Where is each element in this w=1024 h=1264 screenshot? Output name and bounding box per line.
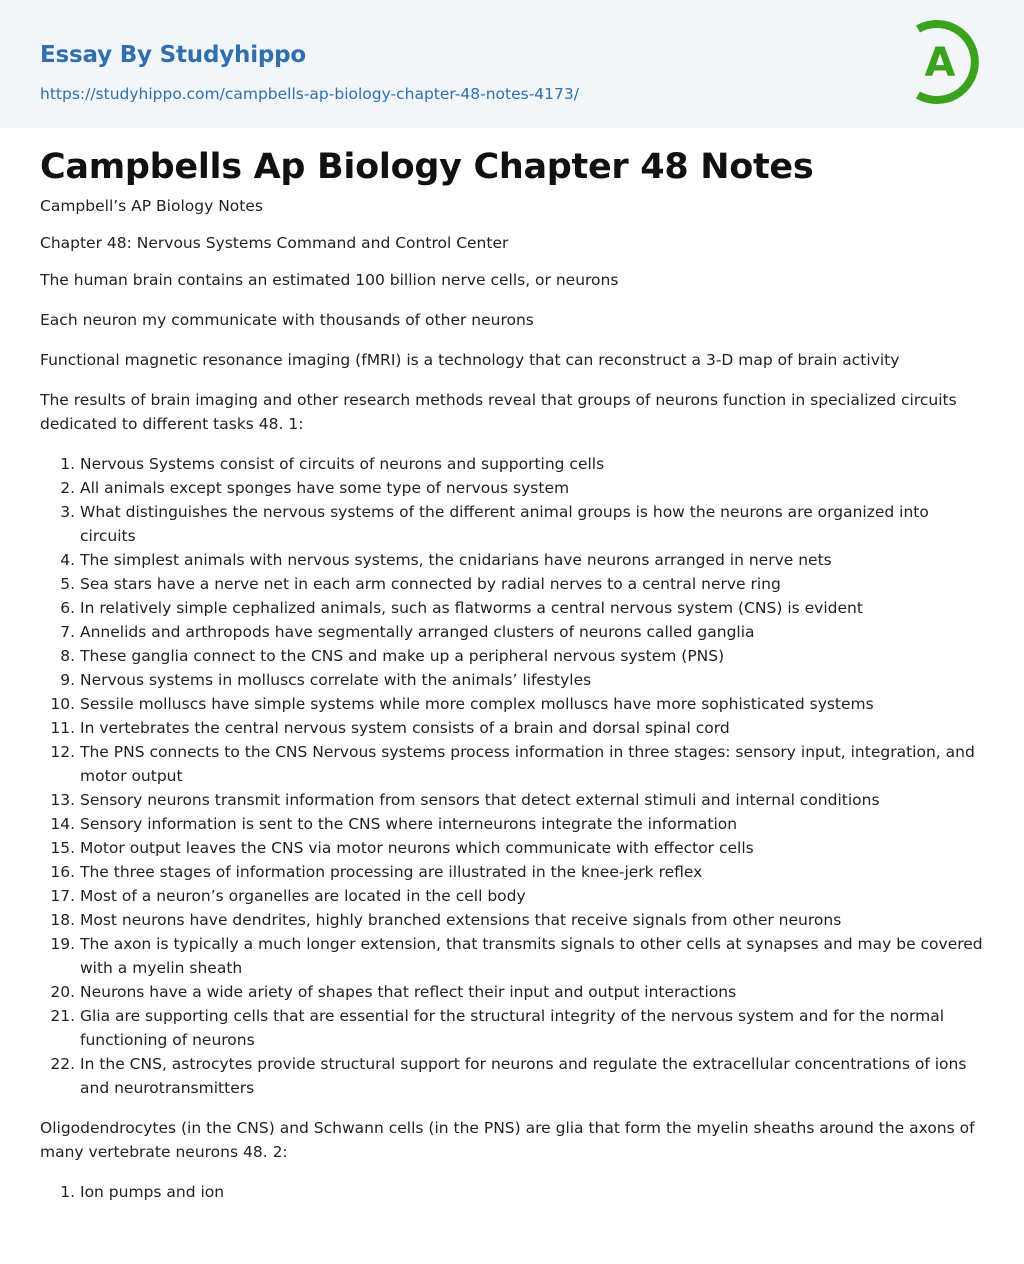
list-item: 7. Annelids and arthropods have segmentally arranged clusters of neurons called ganglia bbox=[80, 620, 984, 644]
notes-list-2 bbox=[40, 1180, 984, 1204]
intro-paragraph: The human brain contains an estimated 100 billion nerve cells, or neurons bbox=[40, 271, 619, 289]
list-item: 6. In relatively simple cephalized animals, such as flatworms a central nervous system (CNS) is evident bbox=[80, 596, 984, 620]
list-item: 1. Nervous Systems consist of circuits of neurons and supporting cells bbox=[80, 452, 984, 476]
list-item: 22. In the CNS, astrocytes provide structural support for neurons and regulate the extracellular concentrations of ions and neurotransmitters bbox=[80, 1052, 984, 1100]
list-item: 12. The PNS connects to the CNS Nervous systems process information in three stages: sensory input, integration, and motor output bbox=[80, 740, 984, 788]
list-item: 4. The simplest animals with nervous systems, the cnidarians have neurons arranged in nerve nets bbox=[80, 548, 984, 572]
intro-paragraph: Each neuron my communicate with thousands of other neurons bbox=[40, 311, 534, 329]
studyhippo-logo-icon[interactable] bbox=[900, 18, 988, 106]
list-item: 14. Sensory information is sent to the CNS where interneurons integrate the information bbox=[80, 812, 984, 836]
list-item: 11. In vertebrates the central nervous system consists of a brain and dorsal spinal cord bbox=[80, 716, 984, 740]
list-item: 5. Sea stars have a nerve net in each arm connected by radial nerves to a central nerve ring bbox=[80, 572, 984, 596]
body-paragraph: Oligodendrocytes (in the CNS) and Schwann cells (in the PNS) are glia that form the myelin sheaths around the axons of many vertebrate neurons 48. 2: bbox=[40, 1119, 975, 1161]
notes-list-1 bbox=[40, 452, 984, 1100]
list-item: 18. Most neurons have dendrites, highly branched extensions that receive signals from other neurons bbox=[80, 908, 984, 932]
logo-letter: A bbox=[924, 40, 956, 86]
list-item: 8. These ganglia connect to the CNS and make up a peripheral nervous system (PNS) bbox=[80, 644, 984, 668]
list-item: 17. Most of a neuron’s organelles are located in the cell body bbox=[80, 884, 984, 908]
intro-paragraph: The results of brain imaging and other research methods reveal that groups of neurons function in specialized circuits dedicated to different tasks 48. 1: bbox=[40, 391, 957, 433]
page-title: Campbells Ap Biology Chapter 48 Notes bbox=[40, 147, 814, 187]
list-item: 9. Nervous systems in molluscs correlate with the animals’ lifestyles bbox=[80, 668, 984, 692]
source-url-link[interactable]: https://studyhippo.com/campbells-ap-biology-chapter-48-notes-4173/ bbox=[40, 85, 579, 103]
intro-paragraph: Chapter 48: Nervous Systems Command and Control Center bbox=[40, 234, 509, 252]
list-item: 19. The axon is typically a much longer extension, that transmits signals to other cells at synapses and may be covered with a myelin sheath bbox=[80, 932, 984, 980]
list-item: 21. Glia are supporting cells that are essential for the structural integrity of the nervous system and for the normal functioning of neurons bbox=[80, 1004, 984, 1052]
brand-title[interactable]: Essay By Studyhippo bbox=[40, 42, 307, 68]
list-item: 15. Motor output leaves the CNS via motor neurons which communicate with effector cells bbox=[80, 836, 984, 860]
intro-paragraph: Functional magnetic resonance imaging (fMRI) is a technology that can reconstruct a 3-D map of brain activity bbox=[40, 351, 900, 369]
list-item: 10. Sessile molluscs have simple systems while more complex molluscs have more sophisticated systems bbox=[80, 692, 984, 716]
intro-paragraph: Campbell’s AP Biology Notes bbox=[40, 197, 263, 215]
article-body bbox=[40, 194, 984, 1220]
list-item: 2. All animals except sponges have some type of nervous system bbox=[80, 476, 984, 500]
list-item: 16. The three stages of information processing are illustrated in the knee-jerk reflex bbox=[80, 860, 984, 884]
list-item: 3. What distinguishes the nervous systems of the different animal groups is how the neurons are organized into circuits bbox=[80, 500, 984, 548]
list-item: 13. Sensory neurons transmit information from sensors that detect external stimuli and internal conditions bbox=[80, 788, 984, 812]
list-item: 20. Neurons have a wide ariety of shapes that reflect their input and output interactions bbox=[80, 980, 984, 1004]
list-item: 1. Ion pumps and ion bbox=[80, 1180, 984, 1204]
